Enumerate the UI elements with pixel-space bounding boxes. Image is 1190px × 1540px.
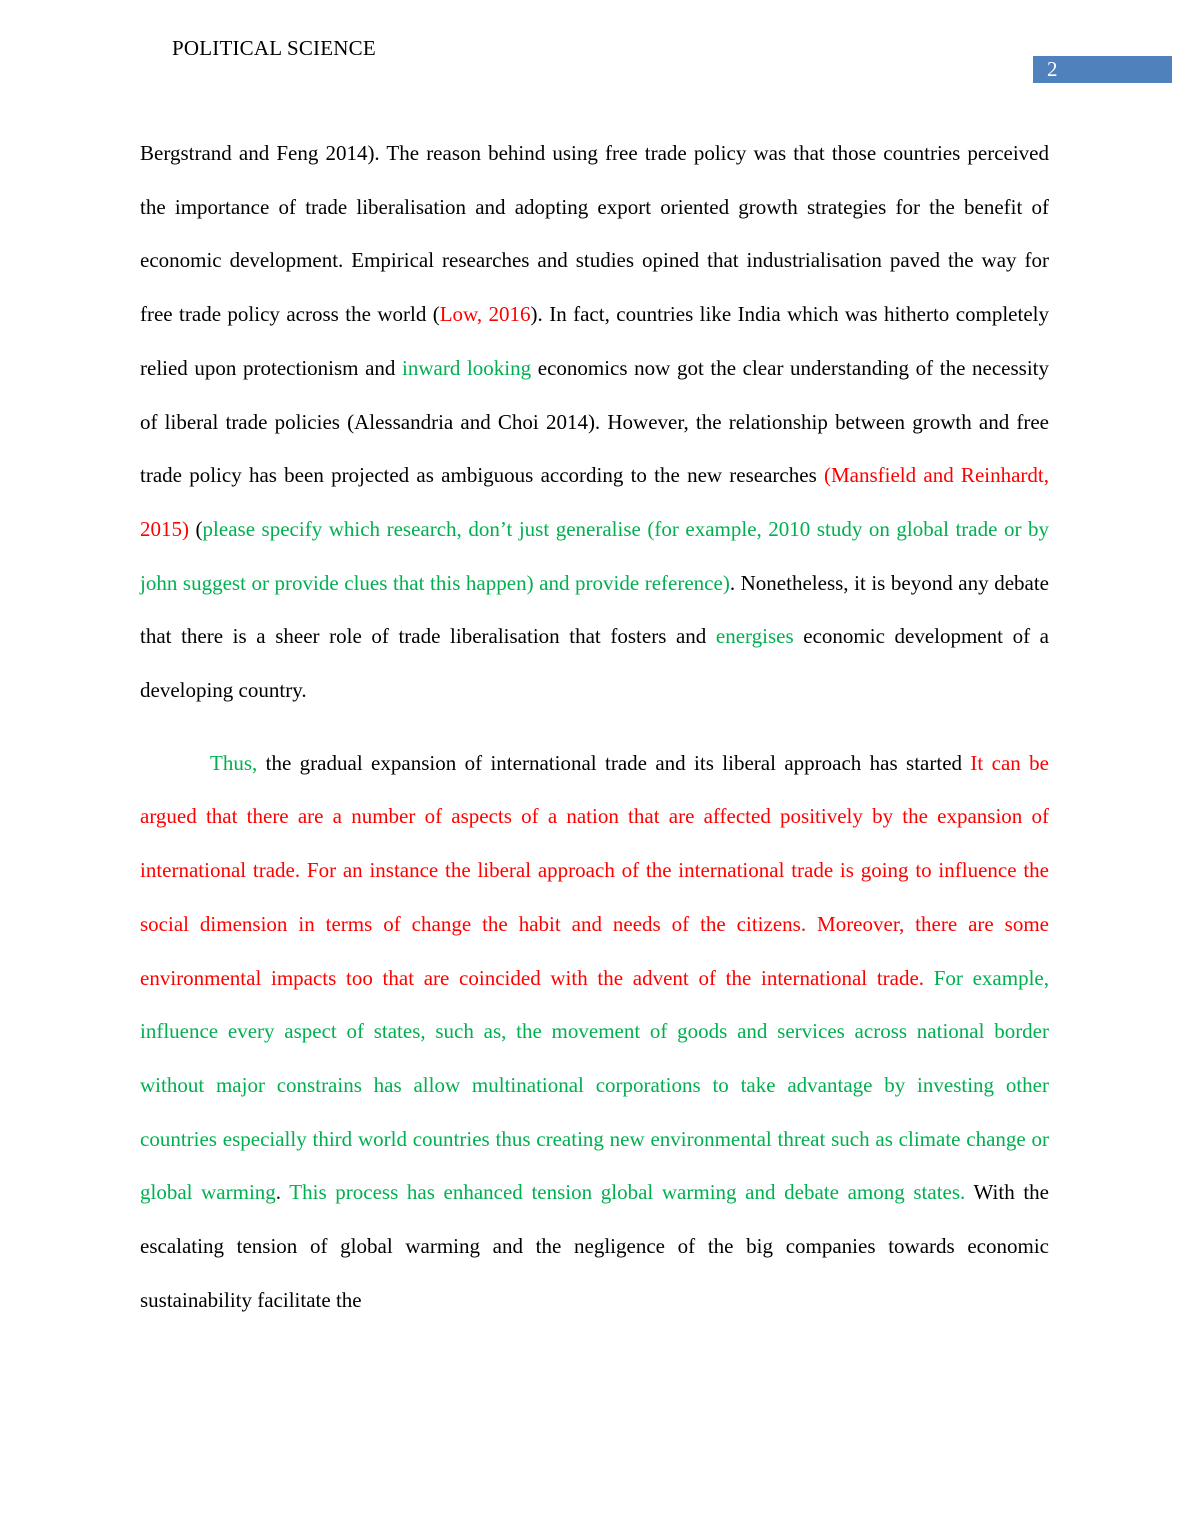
comment-text-red: Low, 2016 [439,302,531,327]
text-segment: economics now got the clear understanding of the necessity of liberal trade policies (Alessandria and Choi 2014). However, the relationship between growth and free trade policy has been projected as ambiguous according to the new researches [140,355,1049,488]
comment-text-red: (Mansfield and Reinhardt, 2015) [140,463,1049,541]
paragraph-1 [140,127,1049,718]
document-body [140,127,1049,1327]
page-number-badge [1033,56,1172,83]
running-head: POLITICAL SCIENCE [172,36,376,60]
text-segment: economic development of a developing country. [140,624,1049,703]
comment-text-red: It can be argued that there are a number of aspects of a nation that are affected positively by the expansion of international trade. For an instance the liberal approach of the international trade is going to influence the social dimension in terms of change the habit and needs of the citizens. Moreover, there are some environmental impacts too that are coincided with the advent of the international trade. [140,750,1049,990]
text-segment: Bergstrand and Feng 2014). The reason behind using free trade policy was that those countries perceived the importance of trade liberalisation and adopting export oriented growth strategies for the benefit of economic development. Empirical researches and studies opined that industrialisation paved the way for free trade policy across the world ( [140,141,1049,327]
text-segment: the gradual expansion of international trade and its liberal approach has started [257,750,971,775]
text-segment: . Nonetheless, it is beyond any debate that there is a sheer role of trade liberalisation that fosters and [140,570,1049,649]
comment-text-green: energises [715,624,794,649]
text-segment: With the escalating tension of global warming and the negligence of the big companies towards economic sustainability facilitate the [140,1180,1049,1312]
comment-text-green: please specify which research, don’t just generalise (for example, 2010 study on global trade or by john suggest or provide clues that this happen) and provide reference) [140,516,1049,595]
comment-text-green: Thus, [210,750,258,775]
paragraph-2 [140,737,1049,1328]
text-segment: ). In fact, countries like India which was hitherto completely relied upon protectionism and [140,302,1049,380]
comment-text-green: For example, influence every aspect of states, such as, the movement of goods and services across national border without major constrains has allow multinational corporations to take advantage by investing other countries especially third world countries thus creating new environmental threat such as climate change or global warming [140,965,1049,1205]
page-number: 2 [1047,57,1058,81]
text-segment: ( [189,516,203,541]
comment-text-green: inward looking [402,355,532,380]
comment-text-green: This process has enhanced tension global warming and debate among states. [281,1180,966,1205]
text-segment: . [275,1180,282,1205]
